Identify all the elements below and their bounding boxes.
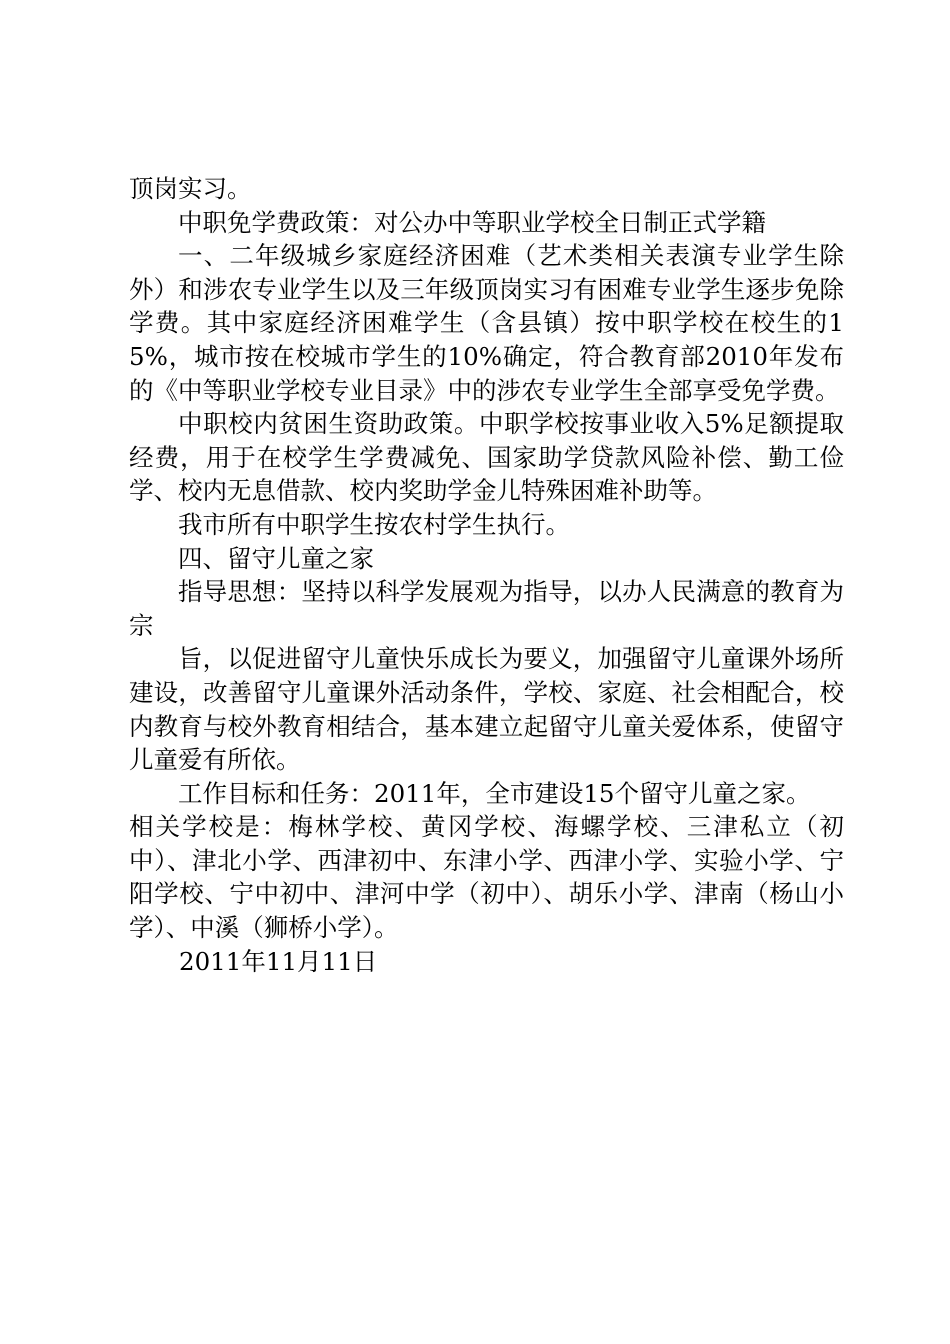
section-heading-left-behind-children: 四、留守儿童之家 <box>178 543 374 573</box>
paragraph-rural-status: 我市所有中职学生按农村学生执行。 <box>178 509 570 539</box>
paragraph-tuition-exemption-details: 一、二年级城乡家庭经济困难（艺术类相关表演专业学生除外）和涉农专业学生以及三年级顶岗实习有困难专业学生逐步免除学费。其中家庭经济困难学生（含县镇）按中职学校在校生的15%，城市按在校城市学生的10%确定，符合教育部2010年发布的《中等职业学校专业目录》中的涉农专业学生全部享受免学费。 <box>129 241 844 405</box>
paragraph-guiding-ideology: 指导思想：坚持以科学发展观为指导，以办人民满意的教育为宗 <box>129 577 844 640</box>
paragraph-internship-end: 顶岗实习。 <box>129 174 252 203</box>
paragraph-tuition-free-policy: 中职免学费政策：对公办中等职业学校全日制正式学籍 <box>178 207 766 237</box>
paragraph-work-goals: 工作目标和任务：2011年，全市建设15个留守儿童之家。 <box>178 778 811 808</box>
paragraph-guiding-ideology-continued: 旨，以促进留守儿童快乐成长为要义，加强留守儿童课外场所建设，改善留守儿童课外活动条件，学校、家庭、社会相配合，校内教育与校外教育相结合，基本建立起留守儿童关爱体系，使留守儿童爱有所依。 <box>129 644 844 775</box>
document-body <box>129 172 844 978</box>
paragraph-internal-aid-policy: 中职校内贫困生资助政策。中职学校按事业收入5%足额提取经费，用于在校学生学费减免、国家助学贷款风险补偿、勤工俭学、校内无息借款、校内奖助学金儿特殊困难补助等。 <box>129 409 844 506</box>
document-date: 2011年11月11日 <box>179 946 378 976</box>
paragraph-related-schools: 相关学校是：梅林学校、黄冈学校、海螺学校、三津私立（初中）、津北小学、西津初中、东津小学、西津小学、实验小学、宁阳学校、宁中初中、津河中学（初中）、胡乐小学、津南（杨山小学）、中溪（狮桥小学）。 <box>129 812 844 943</box>
